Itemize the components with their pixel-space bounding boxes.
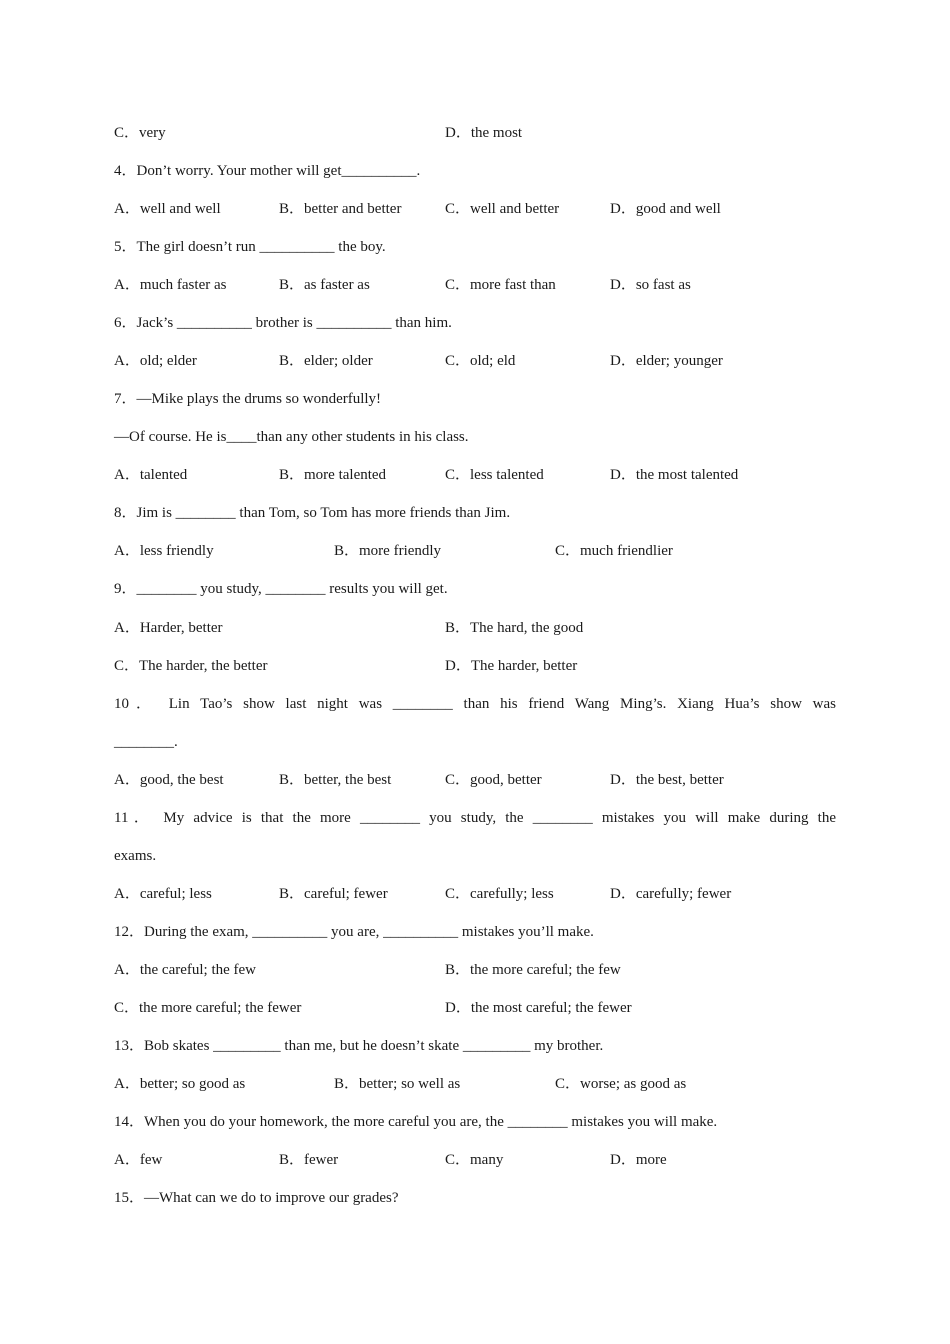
answer-option: A．less friendly [114,543,214,559]
question-text: exams. [114,848,157,864]
answer-option: A．few [114,1152,163,1168]
answer-options [114,275,836,295]
question-text: 4．Don’t worry. Your mother will get__________. [114,163,421,179]
answer-option: C．well and better [445,201,560,217]
answer-option: A．good, the best [114,772,224,788]
answer-option: A．Harder, better [114,620,223,636]
question-text: 15．—What can we do to improve our grades? [114,1190,399,1206]
answer-option: A．the careful; the few [114,962,257,978]
answer-options [114,884,836,904]
question-text: 6．Jack’s __________ brother is __________ than him. [114,315,452,331]
answer-option: B．more friendly [334,543,442,559]
answer-option: B．better, the best [279,772,392,788]
answer-option: D．carefully; fewer [610,886,732,902]
answer-option: C．less talented [445,467,544,483]
answer-option: D．the most talented [610,467,739,483]
answer-option: A．much faster as [114,277,227,293]
answer-options [114,351,836,371]
answer-options [114,1150,836,1170]
answer-options [114,123,836,143]
answer-option: C．much friendlier [555,543,673,559]
answer-options [114,960,836,980]
answer-option: C．many [445,1152,504,1168]
answer-option: C．good, better [445,772,542,788]
answer-option: B．the more careful; the few [445,962,621,978]
answer-option: D．so fast as [610,277,691,293]
answer-option: D．more [610,1152,667,1168]
question-text: 12．During the exam, __________ you are, __________ mistakes you’ll make. [114,924,594,940]
question-text: 13．Bob skates _________ than me, but he doesn’t skate _________ my brother. [114,1038,604,1054]
answer-options [114,770,836,790]
question-text: 8．Jim is ________ than Tom, so Tom has more friends than Jim. [114,505,511,521]
answer-options [114,465,836,485]
question-text: 10． Lin Tao’s show last night was ________ than his friend Wang Ming’s. Xiang Hua’s show was [114,696,836,712]
answer-option: D．good and well [610,201,721,217]
question-text: 7．—Mike plays the drums so wonderfully! [114,391,382,407]
question-text: 14．When you do your homework, the more careful you are, the ________ mistakes you will make. [114,1114,718,1130]
answer-option: D．the most [445,125,523,141]
answer-option: C．carefully; less [445,886,554,902]
answer-option: D．The harder, better [445,658,578,674]
answer-option: A．well and well [114,201,221,217]
answer-option: B．careful; fewer [279,886,388,902]
answer-option: B．more talented [279,467,387,483]
answer-options [114,998,836,1018]
answer-option: B．elder; older [279,353,373,369]
answer-option: B．The hard, the good [445,620,584,636]
answer-option: C．worse; as good as [555,1076,687,1092]
question-text: 9．________ you study, ________ results you will get. [114,581,448,597]
question-text: 11． My advice is that the more ________ you study, the ________ mistakes you will make during the [114,810,836,826]
question-text: 5．The girl doesn’t run __________ the boy. [114,239,386,255]
question-text: ________. [114,734,178,750]
answer-option: A．old; elder [114,353,197,369]
answer-option: C．more fast than [445,277,556,293]
answer-option: C．very [114,125,166,141]
answer-option: D．the most careful; the fewer [445,1000,632,1016]
answer-options [114,656,836,676]
answer-option: A．better; so good as [114,1076,246,1092]
answer-options [114,541,836,561]
question-text: —Of course. He is____than any other students in his class. [114,429,469,445]
answer-option: B．fewer [279,1152,339,1168]
answer-option: D．elder; younger [610,353,723,369]
answer-option: D．the best, better [610,772,724,788]
answer-option: A．careful; less [114,886,212,902]
answer-option: B．better; so well as [334,1076,461,1092]
answer-options [114,199,836,219]
answer-option: B．better and better [279,201,402,217]
answer-options [114,618,836,638]
answer-options [114,1074,836,1094]
answer-option: C．The harder, the better [114,658,268,674]
answer-option: C．old; eld [445,353,516,369]
answer-option: C．the more careful; the fewer [114,1000,302,1016]
answer-option: B．as faster as [279,277,370,293]
answer-option: A．talented [114,467,188,483]
